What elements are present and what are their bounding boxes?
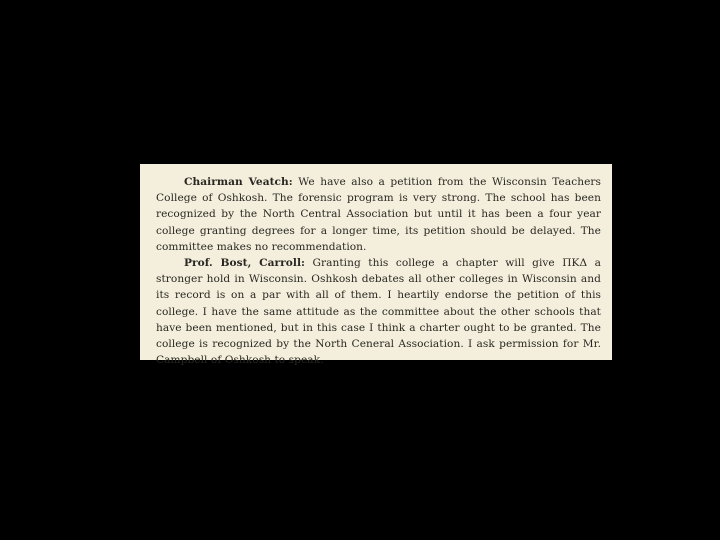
speaker-name: Chairman Veatch: — [184, 176, 293, 188]
paragraph-text: Granting this college a chapter will give ΠΚΔ a stronger hold in Wisconsin. Oshkosh debates all other colleges in Wisconsin and its record is on a par with all of them. I heartily endorse the petition of this college. I have the same attitude as the committee about the other schools that have been mentioned, but in this case I think a charter ought to be granted. The college is recognized by the North Ceneral Association. I ask permission for Mr. Campbell of Oshkosh to speak. — [156, 257, 601, 367]
paragraph-prof-bost — [156, 255, 601, 368]
document-clipping — [140, 164, 612, 367]
speaker-name: Prof. Bost, Carroll: — [184, 257, 306, 270]
paragraph-text: We have also a petition from the Wisconsin Teachers College of Oshkosh. The forensic program is very strong. The school has been recognized by the North Central Association but until it has been a four year college granting degrees for a longer time, its petition should be delayed. The committee makes no recommendation. — [156, 176, 602, 253]
paragraph-chairman-veatch — [156, 174, 601, 255]
